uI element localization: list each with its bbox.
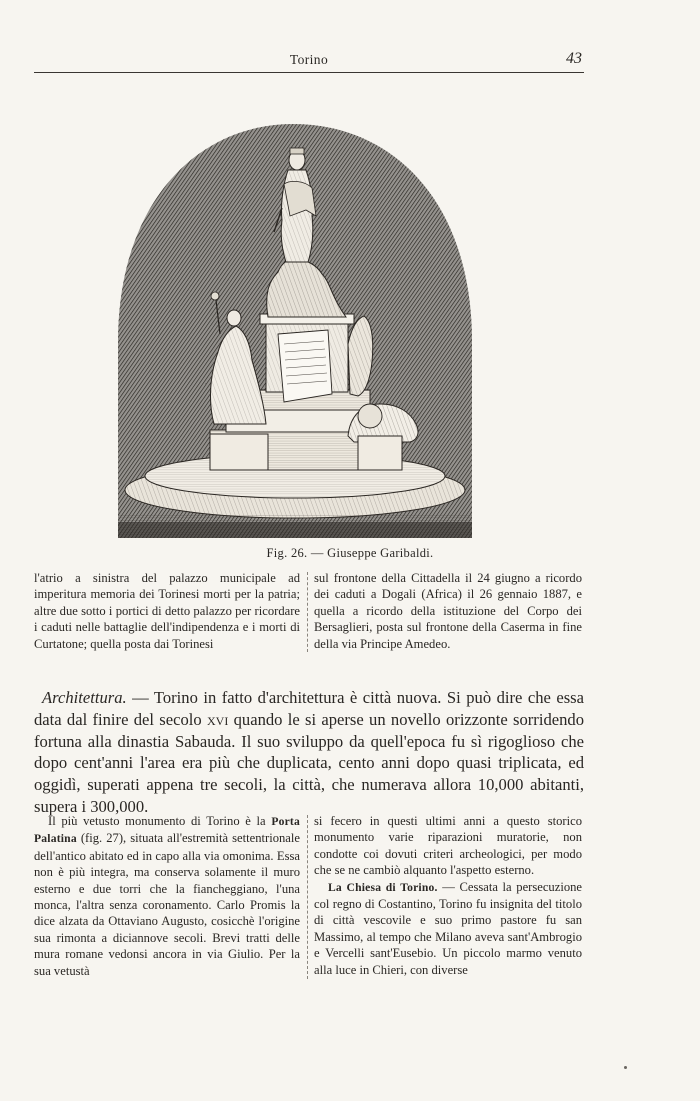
chiesa-text: — Cessata la persecuzione col regno di Costantino, Torino fu insignita del titolo di città vescovile e suo primo pastore fu san Massimo, al tempo che Milano aveva sant'Ambrogio e Vercelli sant'Eusebio. Un piccolo marmo venuto alla luce in Chieri, con diverse [314, 879, 583, 977]
architecture-paragraph [34, 687, 584, 818]
bottom-right-column [314, 813, 582, 979]
garibaldi-monument-engraving [118, 112, 472, 538]
chiesa-paragraph [314, 879, 582, 978]
running-title: Torino [289, 52, 329, 67]
figure-caption: Fig. 26. — Giuseppe Garibaldi. [266, 546, 434, 560]
bottom-two-columns [34, 813, 582, 979]
bottom-left-column [34, 813, 300, 979]
century-numeral: xvi [206, 709, 229, 729]
column-divider [307, 815, 308, 979]
print-speck [624, 1066, 627, 1069]
architecture-lead: Architettura. [42, 688, 127, 707]
column-divider [307, 572, 308, 652]
porta-text: (fig. 27), situata all'estremità settentrionale dell'antico abitato ed in capo alla via omonima. Essa non è più integra, ma conserva solamente il muro esterno e due torri che la fiancheggiano, l'una monca, l'altra senza coronamento. Carlo Promis la dice alzata da Ottaviano Augusto, cosicchè l'origine sua rimonta a diciannove secoli. Brevi tratti delle mura romane vedonsi ancora in via Giulio. Per la sua vetustà [34, 831, 300, 978]
top-left-text: l'atrio a sinistra del palazzo municipale ad imperitura memoria dei Torinesi morti per la patria; altre due sotto i portici di detto palazzo per ricordare i caduti nelle battaglie dell'indipendenza e i morti di Curtatone; quella posta dai Torinesi [34, 571, 300, 651]
architecture-text-b: quando le si aperse un novello orizzonte sorridendo fortuna alla dinastia Sabauda. Il suo sviluppo da quell'epoca fu sì rigoglioso che dopo cent'anni l'area era più che duplicata, cento anni dopo quasi triplicata, ed oggidì, superati appena tre secoli, la città, che numerava allora 10,000 abitanti, supera i 300,000. [34, 709, 584, 816]
porta-palatina-paragraph [34, 813, 300, 979]
chiesa-heading: La Chiesa di Torino. [328, 880, 438, 894]
architecture-text-a: — Torino in fatto d'architettura è città nuova. Si può dire che essa data dal finire del secolo [34, 688, 584, 729]
top-two-columns [34, 570, 582, 652]
page-header [34, 50, 584, 73]
porta-intro: Il più vetusto monumento di Torino è la [48, 814, 272, 828]
porta-palatina-name: Porta Palatina [34, 815, 300, 846]
restoration-paragraph: si fecero in questi ultimi anni a questo storico monumento varie riparazioni muratorie, non condotte coi dovuti criteri archeologici, per modo che se ne cambiò alquanto l'aspetto esterno. [314, 814, 582, 878]
top-left-column [34, 570, 300, 652]
page-number: 43 [566, 50, 582, 67]
top-right-text: sul frontone della Cittadella il 24 giugno a ricordo dei caduti a Dogali (Africa) il 26 gennaio 1887, e quella a ricordo della istituzione del Corpo dei Bersaglieri, posta sul frontone della Caserma in fine della via Principe Amedeo. [314, 571, 582, 651]
top-right-column [314, 570, 582, 652]
